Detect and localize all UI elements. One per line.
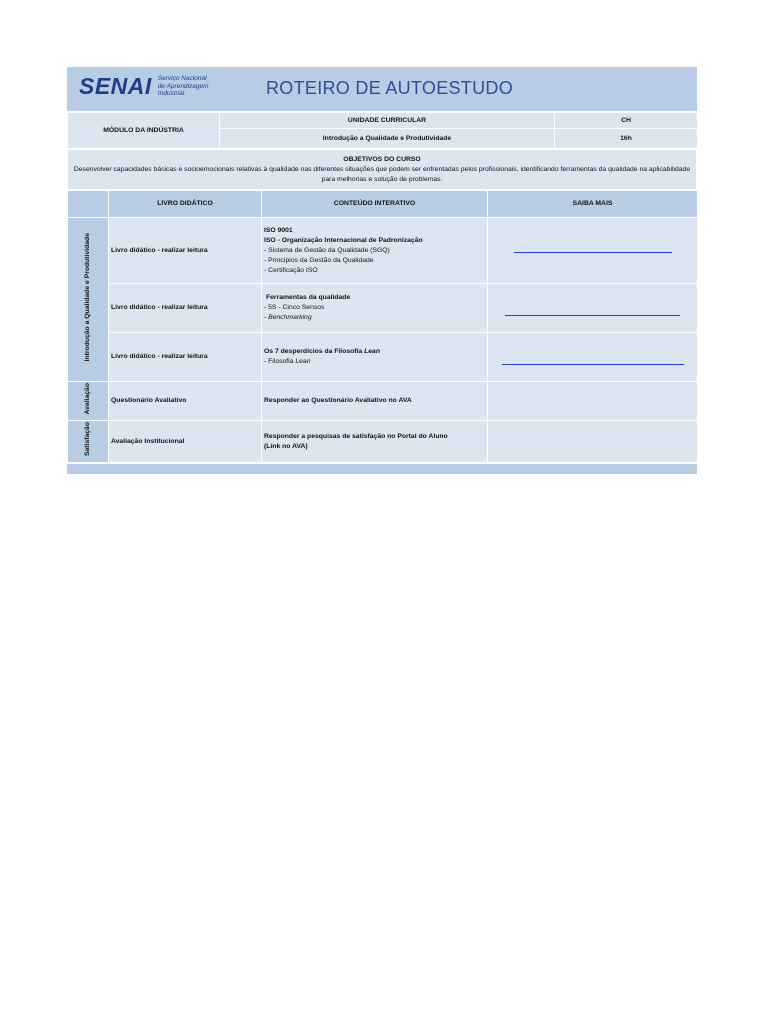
row5-livro: Avaliação Institucional <box>109 421 262 463</box>
col-header-conteudo: CONTEÚDO INTERATIVO <box>262 191 488 218</box>
study-guide-document <box>67 67 697 474</box>
row1-line4: - Princípios da Gestão da Qualidade <box>264 256 374 264</box>
footer-bar <box>67 463 697 474</box>
objectives-heading: OBJETIVOS DO CURSO <box>343 155 421 163</box>
objectives-table <box>67 149 697 190</box>
ch-label: CH <box>555 113 698 129</box>
row2-line1: Ferramentas da qualidade <box>266 294 351 301</box>
row2-line2: - 5S - Cinco Sensos <box>264 304 325 311</box>
row2-conteudo <box>262 284 488 333</box>
header-banner <box>67 67 697 112</box>
row1-saiba <box>488 218 698 284</box>
ch-value: 16h <box>555 129 698 149</box>
unit-value: Introdução a Qualidade e Produtividade <box>220 129 555 149</box>
row4-saiba <box>488 382 698 421</box>
section-introducao-label: Introdução a Qualidade e Produtividade <box>84 233 91 362</box>
row5-saiba <box>488 421 698 463</box>
section-satisfacao-label: Satisfação <box>84 422 91 457</box>
corner-cell <box>68 191 109 218</box>
unit-label: UNIDADE CURRICULAR <box>220 113 555 129</box>
activities-table <box>67 190 698 463</box>
row1-line5: - Certificação ISO <box>264 266 318 274</box>
section-satisfacao <box>68 421 109 463</box>
row2-line3: - Benchmarking <box>264 314 312 321</box>
row1-conteudo <box>262 218 488 284</box>
module-label: MÓDULO DA INDÚSTRIA <box>68 113 220 149</box>
row1-line3: - Sistema de Gestão da Qualidade (SGQ) <box>264 246 390 254</box>
row3-livro: Livro didático - realizar leitura <box>109 333 262 382</box>
row3-saiba <box>488 333 698 382</box>
row2-saiba <box>488 284 698 333</box>
page-title: ROTEIRO DE AUTOESTUDO <box>266 78 513 98</box>
row2-saiba-link[interactable] <box>505 315 680 316</box>
row5-line1: Responder a pesquisas de satisfação no Portal do Aluno <box>264 432 448 440</box>
logo-subtitle: Serviço Nacional de Aprendizagem Industrial <box>157 75 209 98</box>
section-avaliacao <box>68 382 109 421</box>
row1-livro: Livro didático - realizar leitura <box>109 218 262 284</box>
section-introducao <box>68 218 109 382</box>
course-info-table <box>67 112 698 149</box>
col-header-saiba: SAIBA MAIS <box>488 191 698 218</box>
row3-line1: Os 7 desperdícios da Filosofia Lean <box>264 348 380 355</box>
row1-line2: ISO - Organização Internacional de Padronização <box>264 236 423 244</box>
row3-line2: - Filosofia Lean <box>264 358 311 365</box>
senai-logo <box>79 75 209 98</box>
row4-conteudo: Responder ao Questionário Avaliativo no AVA <box>262 382 488 421</box>
logo-wordmark: SENAI <box>79 73 152 99</box>
row1-saiba-link[interactable] <box>514 252 672 253</box>
objectives-cell <box>68 150 697 190</box>
row2-livro: Livro didático - realizar leitura <box>109 284 262 333</box>
section-avaliacao-label: Avaliação <box>84 383 91 415</box>
row5-conteudo <box>262 421 488 463</box>
row3-saiba-link[interactable] <box>502 364 684 365</box>
row1-line1: ISO 9001 <box>264 226 293 234</box>
row5-line2: (Link no AVA) <box>264 442 308 450</box>
objectives-text: Desenvolver capacidades básicas e socioemocionais relativas à qualidade nas diferentes situações que podem ser enfrentadas pelos profissionais, identificando ferramentas da qualidade na aplicabilidade para melhorias e solução de problemas. <box>73 165 691 183</box>
col-header-livro: LIVRO DIDÁTICO <box>109 191 262 218</box>
row3-conteudo <box>262 333 488 382</box>
row4-livro: Questionário Avaliativo <box>109 382 262 421</box>
